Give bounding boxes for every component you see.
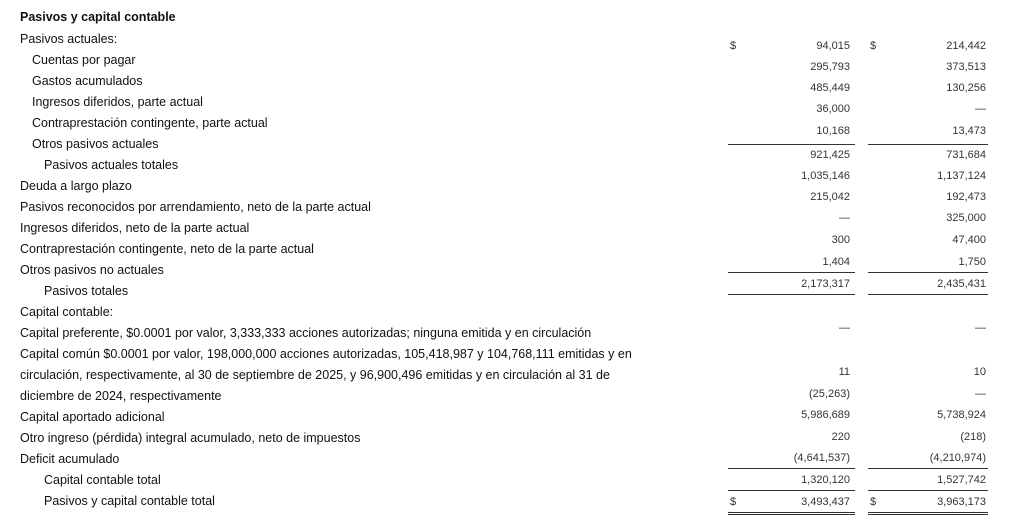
row-label: diciembre de 2024, respectivamente [20,389,222,403]
row-label: Deficit acumulado [20,452,120,466]
row-label: Gastos acumulados [32,74,143,88]
row-label: Deuda a largo plazo [20,179,132,193]
value-cell: 10,168 [816,125,850,137]
value-cell: 1,404 [822,256,850,268]
value-cell: 3,963,173 [937,496,986,508]
value-cell: 1,035,146 [801,170,850,182]
row-label: Otros pasivos actuales [32,137,159,151]
row-label: Capital contable total [44,473,161,487]
value-cell: 94,015 [816,40,850,52]
value-cell: 2,173,317 [801,278,850,290]
row-label: Cuentas por pagar [32,53,136,67]
subtotal-rule [728,294,855,295]
value-cell: 325,000 [946,212,986,224]
value-cell: — [975,322,986,334]
value-cell: — [839,212,850,224]
total-double-rule [728,512,855,515]
value-cell: 192,473 [946,191,986,203]
subtotal-rule [728,144,855,145]
value-cell: 214,442 [946,40,986,52]
row-label: Contraprestación contingente, parte actual [32,116,268,130]
subtotal-rule [868,144,988,145]
row-label: Ingresos diferidos, neto de la parte actual [20,221,250,235]
currency-symbol: $ [730,496,737,508]
subtotal-rule [728,468,855,469]
value-cell: 1,320,120 [801,474,850,486]
total-double-rule [868,512,988,515]
row-label: Capital aportado adicional [20,410,165,424]
row-label: Otros pasivos no actuales [20,263,164,277]
row-label: circulación, respectivamente, al 30 de septiembre de 2025, y 96,900,496 emitidas y en circulación al 31 de [20,368,610,382]
value-cell: — [839,322,850,334]
value-cell: 36,000 [816,103,850,115]
value-cell: 921,425 [810,149,850,161]
value-cell: (4,210,974) [929,452,986,464]
currency-symbol: $ [870,496,877,508]
value-cell: 1,137,124 [937,170,986,182]
subtotal-rule [728,490,855,491]
row-label: Capital preferente, $0.0001 por valor, 3,333,333 acciones autorizadas; ninguna emitida y en circulación [20,326,592,340]
row-label: Pasivos actuales: [20,32,118,46]
subtotal-rule [868,294,988,295]
value-cell: 3,493,437 [801,496,850,508]
value-cell: 11 [838,366,850,378]
value-cell: (4,641,537) [793,452,850,464]
value-cell: 130,256 [946,82,986,94]
value-cell: 215,042 [810,191,850,203]
row-label: Pasivos reconocidos por arrendamiento, neto de la parte actual [20,200,371,214]
section-title: Pasivos y capital contable [20,10,176,24]
value-cell: (218) [960,431,986,443]
value-cell: 10 [973,366,986,378]
currency-symbol: $ [730,40,737,52]
row-label: Pasivos y capital contable total [44,494,215,508]
value-cell: — [975,103,986,115]
value-cell: 13,473 [952,125,986,137]
row-label: Ingresos diferidos, parte actual [32,95,203,109]
value-cell: (25,263) [809,388,850,400]
row-label: Otro ingreso (pérdida) integral acumulado, neto de impuestos [20,431,361,445]
value-cell: 295,793 [810,61,850,73]
value-cell: 47,400 [952,234,986,246]
value-cell: 1,527,742 [937,474,986,486]
currency-symbol: $ [870,40,877,52]
value-cell: 300 [831,234,850,246]
value-cell: 220 [831,431,850,443]
value-cell: — [975,388,986,400]
value-cell: 2,435,431 [937,278,986,290]
value-cell: 5,738,924 [937,409,986,421]
row-label: Contraprestación contingente, neto de la parte actual [20,242,314,256]
value-cell: 5,986,689 [801,409,850,421]
subtotal-rule [868,490,988,491]
subtotal-rule [868,468,988,469]
value-cell: 485,449 [810,82,850,94]
row-label: Capital contable: [20,305,114,319]
row-label: Pasivos totales [44,284,129,298]
subtotal-rule [728,272,855,273]
value-cell: 1,750 [958,256,986,268]
subtotal-rule [868,272,988,273]
row-label: Capital común $0.0001 por valor, 198,000,000 acciones autorizadas, 105,418,987 y 104,768,111 emitidas y en [20,347,632,361]
value-cell: 731,684 [946,149,986,161]
value-cell: 373,513 [946,61,986,73]
row-label: Pasivos actuales totales [44,158,179,172]
